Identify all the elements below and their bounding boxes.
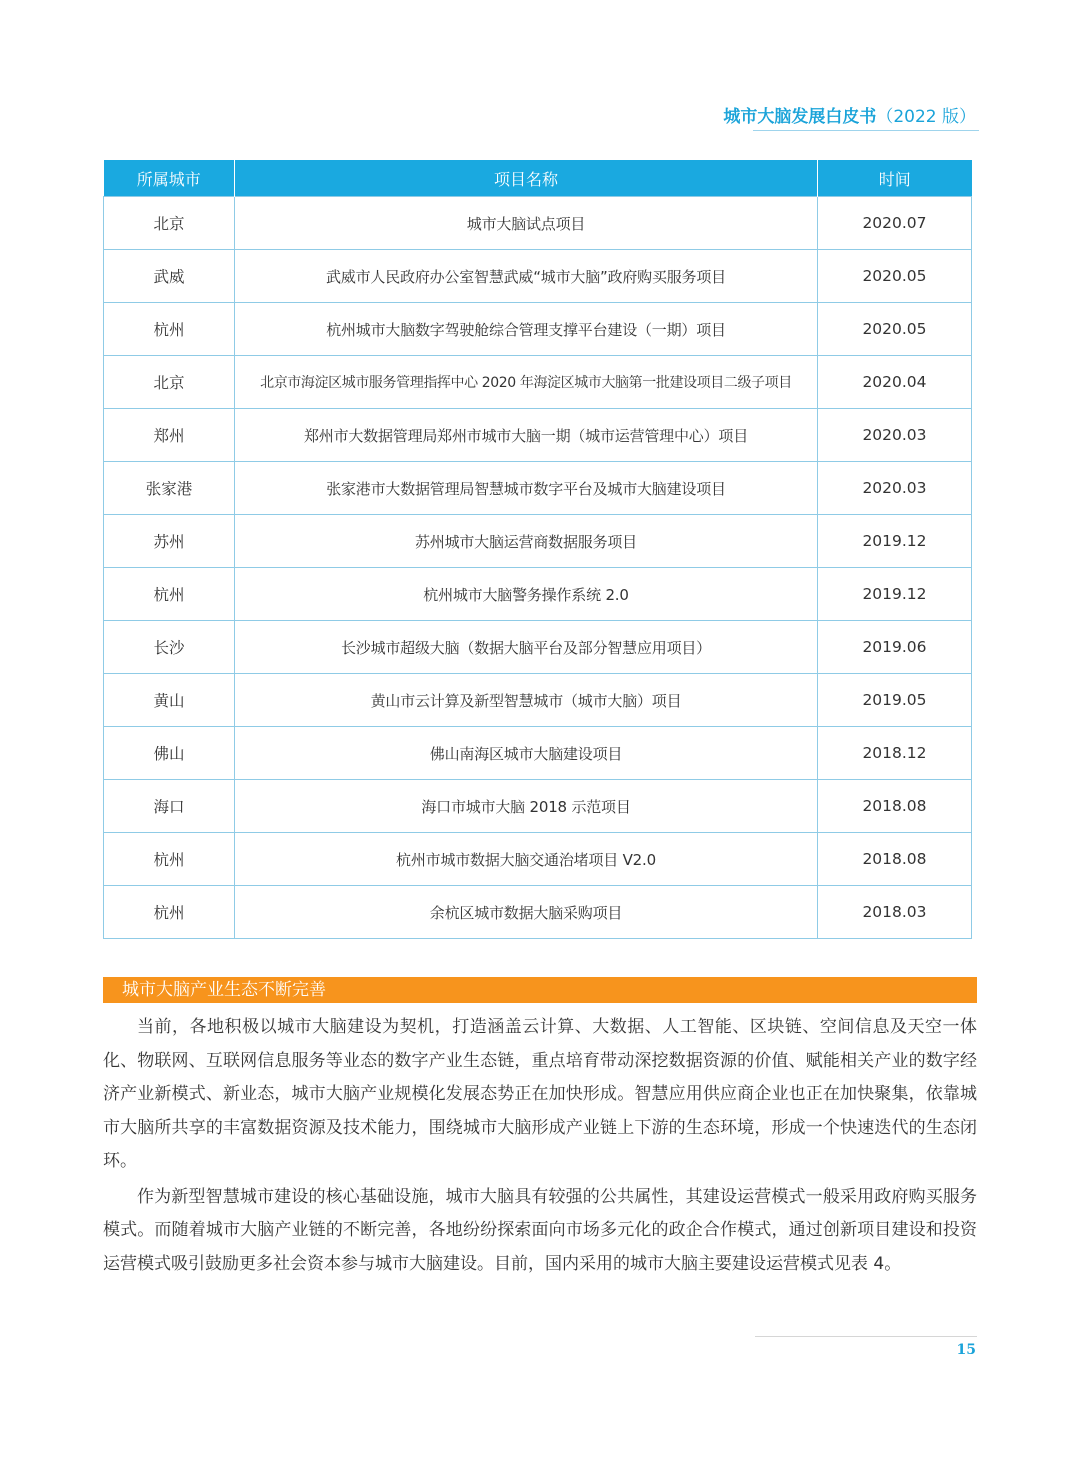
table-row [104,621,972,674]
cell-project-name: 武威市人民政府办公室智慧武威“城市大脑”政府购买服务项目 [235,250,818,303]
header-divider [753,130,979,131]
cell-project-name: 郑州市大数据管理局郑州市城市大脑一期（城市运营管理中心）项目 [235,409,818,462]
cell-date: 2019.12 [818,568,972,621]
cell-city: 海口 [104,780,235,833]
cell-project-name: 杭州城市大脑数字驾驶舱综合管理支撑平台建设（一期）项目 [235,303,818,356]
cell-date: 2018.08 [818,833,972,886]
table-row [104,462,972,515]
cell-city: 杭州 [104,303,235,356]
cell-date: 2019.12 [818,515,972,568]
paragraph: 当前，各地积极以城市大脑建设为契机，打造涵盖云计算、大数据、人工智能、区块链、空间信息及天空一体化、物联网、互联网信息服务等业态的数字产业生态链，重点培育带动深挖数据资源的价值、赋能相关产业的数字经济产业新模式、新业态，城市大脑产业规模化发展态势正在加快形成。智慧应用供应商企业也正在加快聚集，依靠城市大脑所共享的丰富数据资源及技术能力，围绕城市大脑形成产业链上下游的生态环境，形成一个快速迭代的生态闭环。 [103,1017,977,1171]
cell-project-name: 张家港市大数据管理局智慧城市数字平台及城市大脑建设项目 [235,462,818,515]
table-row [104,197,972,250]
table-row [104,515,972,568]
section-heading: 城市大脑产业生态不断完善 [122,980,326,1000]
cell-city: 杭州 [104,886,235,939]
cell-city: 黄山 [104,674,235,727]
cell-date: 2019.06 [818,621,972,674]
cell-city: 长沙 [104,621,235,674]
cell-city: 杭州 [104,568,235,621]
city-brain-projects-table [103,160,972,939]
cell-project-name: 城市大脑试点项目 [235,197,818,250]
cell-city: 张家港 [104,462,235,515]
table-row [104,303,972,356]
cell-city: 苏州 [104,515,235,568]
table-row [104,250,972,303]
table-row [104,886,972,939]
cell-project-name: 海口市城市大脑 2018 示范项目 [235,780,818,833]
cell-date: 2020.05 [818,250,972,303]
footer-divider [755,1336,977,1337]
cell-date: 2020.03 [818,462,972,515]
cell-date: 2020.03 [818,409,972,462]
cell-date: 2020.04 [818,356,972,409]
body-text [103,1011,977,1283]
cell-project-name: 苏州城市大脑运营商数据服务项目 [235,515,818,568]
table-row [104,674,972,727]
header-edition-text: （2022 版） [876,107,976,127]
cell-city: 武威 [104,250,235,303]
cell-city: 北京 [104,356,235,409]
cell-date: 2019.05 [818,674,972,727]
table-row [104,568,972,621]
section-heading-bar [103,977,977,1003]
cell-project-name: 黄山市云计算及新型智慧城市（城市大脑）项目 [235,674,818,727]
cell-date: 2018.03 [818,886,972,939]
cell-city: 杭州 [104,833,235,886]
cell-date: 2020.07 [818,197,972,250]
table-row [104,833,972,886]
column-header-city: 所属城市 [104,160,235,197]
cell-project-name: 北京市海淀区城市服务管理指挥中心 2020 年海淀区城市大脑第一批建设项目二级子项目 [235,356,818,409]
cell-date: 2020.05 [818,303,972,356]
document-header-title [723,102,976,127]
table-row [104,780,972,833]
column-header-date: 时间 [818,160,972,197]
table-header-row [104,160,972,197]
cell-project-name: 长沙城市超级大脑（数据大脑平台及部分智慧应用项目） [235,621,818,674]
table-row [104,356,972,409]
page-number: 15 [956,1342,976,1358]
cell-city: 佛山 [104,727,235,780]
cell-date: 2018.12 [818,727,972,780]
table-row [104,727,972,780]
header-title-text: 城市大脑发展白皮书 [723,107,877,127]
cell-project-name: 余杭区城市数据大脑采购项目 [235,886,818,939]
paragraph: 作为新型智慧城市建设的核心基础设施，城市大脑具有较强的公共属性，其建设运营模式一般采用政府购买服务模式。而随着城市大脑产业链的不断完善，各地纷纷探索面向市场多元化的政企合作模式，通过创新项目建设和投资运营模式吸引鼓励更多社会资本参与城市大脑建设。目前，国内采用的城市大脑主要建设运营模式见表 4。 [103,1186,977,1274]
cell-project-name: 杭州市城市数据大脑交通治堵项目 V2.0 [235,833,818,886]
cell-date: 2018.08 [818,780,972,833]
column-header-project-name: 项目名称 [235,160,818,197]
cell-project-name: 杭州城市大脑警务操作系统 2.0 [235,568,818,621]
cell-city: 北京 [104,197,235,250]
cell-project-name: 佛山南海区城市大脑建设项目 [235,727,818,780]
cell-city: 郑州 [104,409,235,462]
table-row [104,409,972,462]
